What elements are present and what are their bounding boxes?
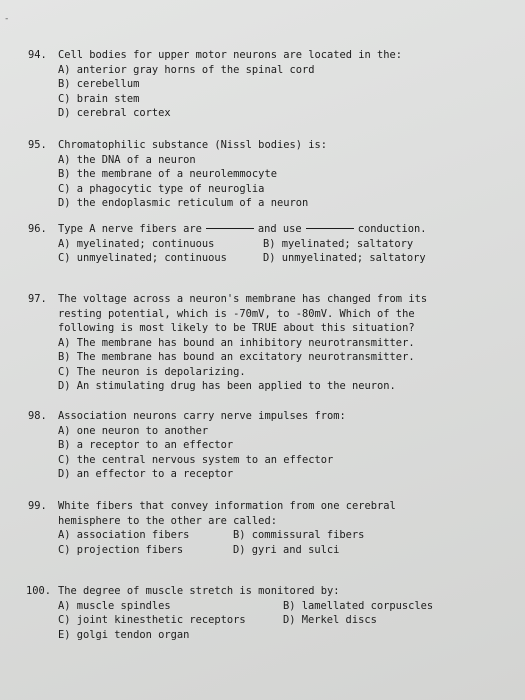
question-text-line: following is most likely to be TRUE about this situation? xyxy=(58,322,415,334)
option-d[interactable]: D) unmyelinated; saltatory xyxy=(263,252,426,264)
option-b[interactable]: B) cerebellum xyxy=(58,78,140,90)
option-b[interactable]: B) a receptor to an effector xyxy=(58,439,234,451)
question-text-part-1: Type A nerve fibers are xyxy=(58,223,202,235)
question-text: The degree of muscle stretch is monitored by: xyxy=(58,585,340,597)
question-97 xyxy=(28,292,508,394)
option-a[interactable]: A) myelinated; continuous xyxy=(58,237,215,250)
answer-options xyxy=(28,237,508,266)
option-d[interactable]: D) gyri and sulci xyxy=(233,543,340,556)
option-b[interactable]: B) lamellated corpuscles xyxy=(283,599,434,612)
answer-blank-1[interactable] xyxy=(206,228,254,229)
question-text-line: The voltage across a neuron's membrane has changed from its xyxy=(58,293,428,305)
question-94 xyxy=(28,48,508,121)
question-95 xyxy=(28,138,508,211)
answer-options xyxy=(28,528,508,557)
question-text-part-2: and use xyxy=(257,223,302,235)
answer-blank-2[interactable] xyxy=(306,228,354,229)
option-row xyxy=(58,599,506,614)
option-row xyxy=(58,628,506,643)
page-mark: - xyxy=(4,14,10,24)
option-a[interactable]: A) The membrane has bound an inhibitory neurotransmitter. xyxy=(58,336,415,349)
answer-options xyxy=(28,424,508,482)
option-c[interactable]: C) the central nervous system to an effector xyxy=(58,453,334,466)
option-a[interactable]: A) the DNA of a neuron xyxy=(58,153,196,166)
question-text-line: White fibers that convey information from one cerebral xyxy=(58,500,396,512)
question-number: 97. xyxy=(28,293,47,305)
option-row xyxy=(58,528,508,543)
answer-options xyxy=(28,153,508,211)
option-d[interactable]: D) the endoplasmic reticulum of a neuron xyxy=(58,197,309,209)
question-100 xyxy=(26,584,506,642)
option-d[interactable]: D) cerebral cortex xyxy=(58,107,171,119)
question-number: 94. xyxy=(28,49,47,61)
answer-options xyxy=(28,63,508,121)
answer-options xyxy=(26,599,506,643)
option-b[interactable]: B) The membrane has bound an excitatory neurotransmitter. xyxy=(58,351,415,363)
option-b[interactable]: B) the membrane of a neurolemmocyte xyxy=(58,168,277,180)
option-row xyxy=(58,543,508,558)
question-number: 100. xyxy=(26,585,52,597)
question-text-line: hemisphere to the other are called: xyxy=(58,514,277,527)
option-e[interactable]: E) golgi tendon organ xyxy=(58,628,190,641)
option-a[interactable]: A) one neuron to another xyxy=(58,424,209,437)
answer-options xyxy=(28,336,508,394)
option-b[interactable]: B) myelinated; saltatory xyxy=(263,237,414,250)
option-row xyxy=(58,237,508,252)
option-d[interactable]: D) Merkel discs xyxy=(283,614,377,626)
option-a[interactable]: A) association fibers xyxy=(58,529,190,541)
question-text: Chromatophilic substance (Nissl bodies) is: xyxy=(58,139,327,151)
question-text-line: resting potential, which is -70mV, to -80mV. Which of the xyxy=(58,307,415,320)
option-c[interactable]: C) brain stem xyxy=(58,92,140,105)
question-text xyxy=(58,222,508,237)
option-b[interactable]: B) commissural fibers xyxy=(233,529,365,541)
question-96 xyxy=(28,222,508,266)
option-d[interactable]: D) An stimulating drug has been applied to the neuron. xyxy=(58,380,396,392)
question-number: 98. xyxy=(28,410,47,422)
option-a[interactable]: A) muscle spindles xyxy=(58,599,171,612)
question-number: 99. xyxy=(28,500,47,512)
question-number: 95. xyxy=(28,139,47,151)
question-99 xyxy=(28,499,508,557)
question-98 xyxy=(28,409,508,482)
option-d[interactable]: D) an effector to a receptor xyxy=(58,468,234,480)
option-c[interactable]: C) joint kinesthetic receptors xyxy=(58,614,246,626)
option-c[interactable]: C) The neuron is depolarizing. xyxy=(58,365,246,378)
option-row xyxy=(58,251,508,266)
option-c[interactable]: C) projection fibers xyxy=(58,543,184,556)
option-c[interactable]: C) unmyelinated; continuous xyxy=(58,252,227,264)
option-c[interactable]: C) a phagocytic type of neuroglia xyxy=(58,182,265,195)
option-a[interactable]: A) anterior gray horns of the spinal cord xyxy=(58,63,315,76)
question-text: Association neurons carry nerve impulses from: xyxy=(58,410,346,422)
option-row xyxy=(58,613,506,628)
question-text: Cell bodies for upper motor neurons are located in the: xyxy=(58,49,403,61)
question-text-part-3: conduction. xyxy=(357,223,427,235)
question-number: 96. xyxy=(28,223,47,235)
